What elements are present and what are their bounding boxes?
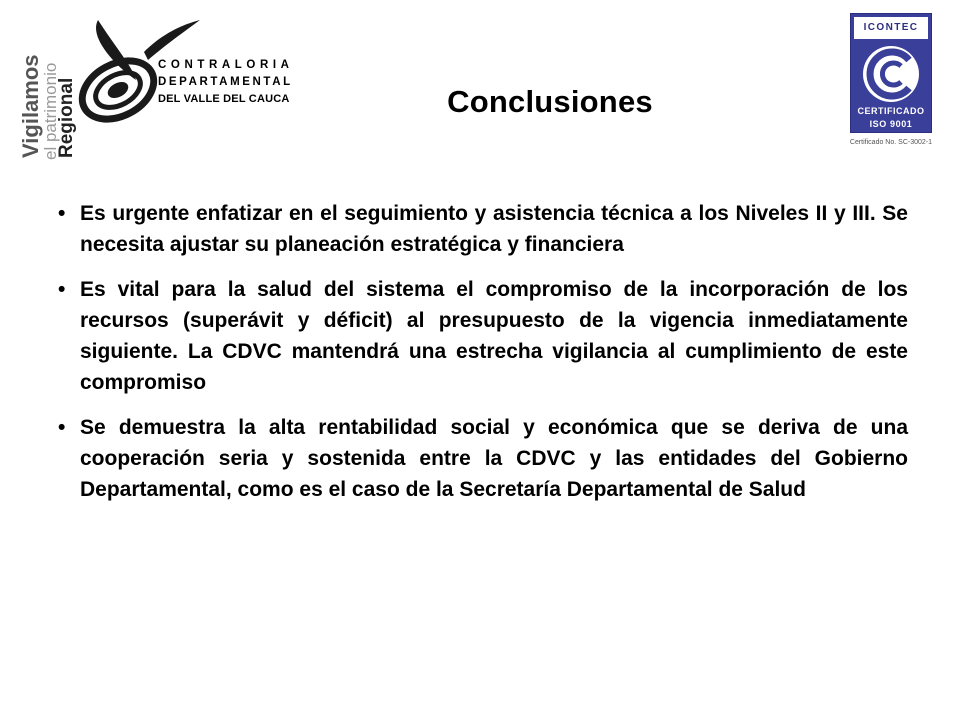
list-item-text: Se demuestra la alta rentabilidad social y económica que se deriva de una cooperación seria y sostenida entre la CDVC y las entidades del Gobierno Departamental, como es el caso de la Secretaría Departamental de Salud: [80, 416, 908, 501]
icontec-certificate-badge: [850, 13, 932, 133]
organization-line3: DEL VALLE DEL CAUCA: [158, 93, 290, 105]
certificate-standard: ISO 9001: [869, 119, 913, 129]
slogan-line1: Vigilamos: [18, 54, 43, 158]
list-item-text: Es vital para la salud del sistema el compromiso de la incorporación de los recursos (superávit y déficit) al presupuesto de la vigencia inmediatamente siguiente. La CDVC mantendrá una estrecha vigilancia al cumplimiento de este compromiso: [80, 278, 908, 394]
list-item: [58, 274, 908, 398]
bullet-icon: •: [58, 278, 66, 301]
list-item: [58, 412, 908, 505]
slogan-line3: Regional: [56, 77, 77, 158]
organization-line1: CONTRALORIA: [158, 59, 294, 71]
conclusions-list: [58, 198, 908, 519]
certificate-label: CERTIFICADO: [857, 106, 925, 116]
bullet-icon: •: [58, 202, 66, 225]
list-item-text: Es urgente enfatizar en el seguimiento y asistencia técnica a los Niveles II y III. Se necesita ajustar su planeación estratégica y financiera: [80, 202, 908, 256]
organization-name: [158, 60, 294, 105]
certificate-number: Certificado No. SC-3002-1: [849, 139, 932, 146]
organization-line2: DEPARTAMENTAL: [158, 75, 293, 88]
bullet-icon: •: [58, 416, 66, 439]
certificate-emblem-icon: [861, 44, 921, 104]
certificate-header: ICONTEC: [854, 17, 928, 39]
slogan-vertical: [14, 18, 77, 160]
list-item: [58, 198, 908, 260]
page-title: Conclusiones: [447, 84, 653, 119]
slogan-line2: el patrimonio: [41, 62, 60, 160]
